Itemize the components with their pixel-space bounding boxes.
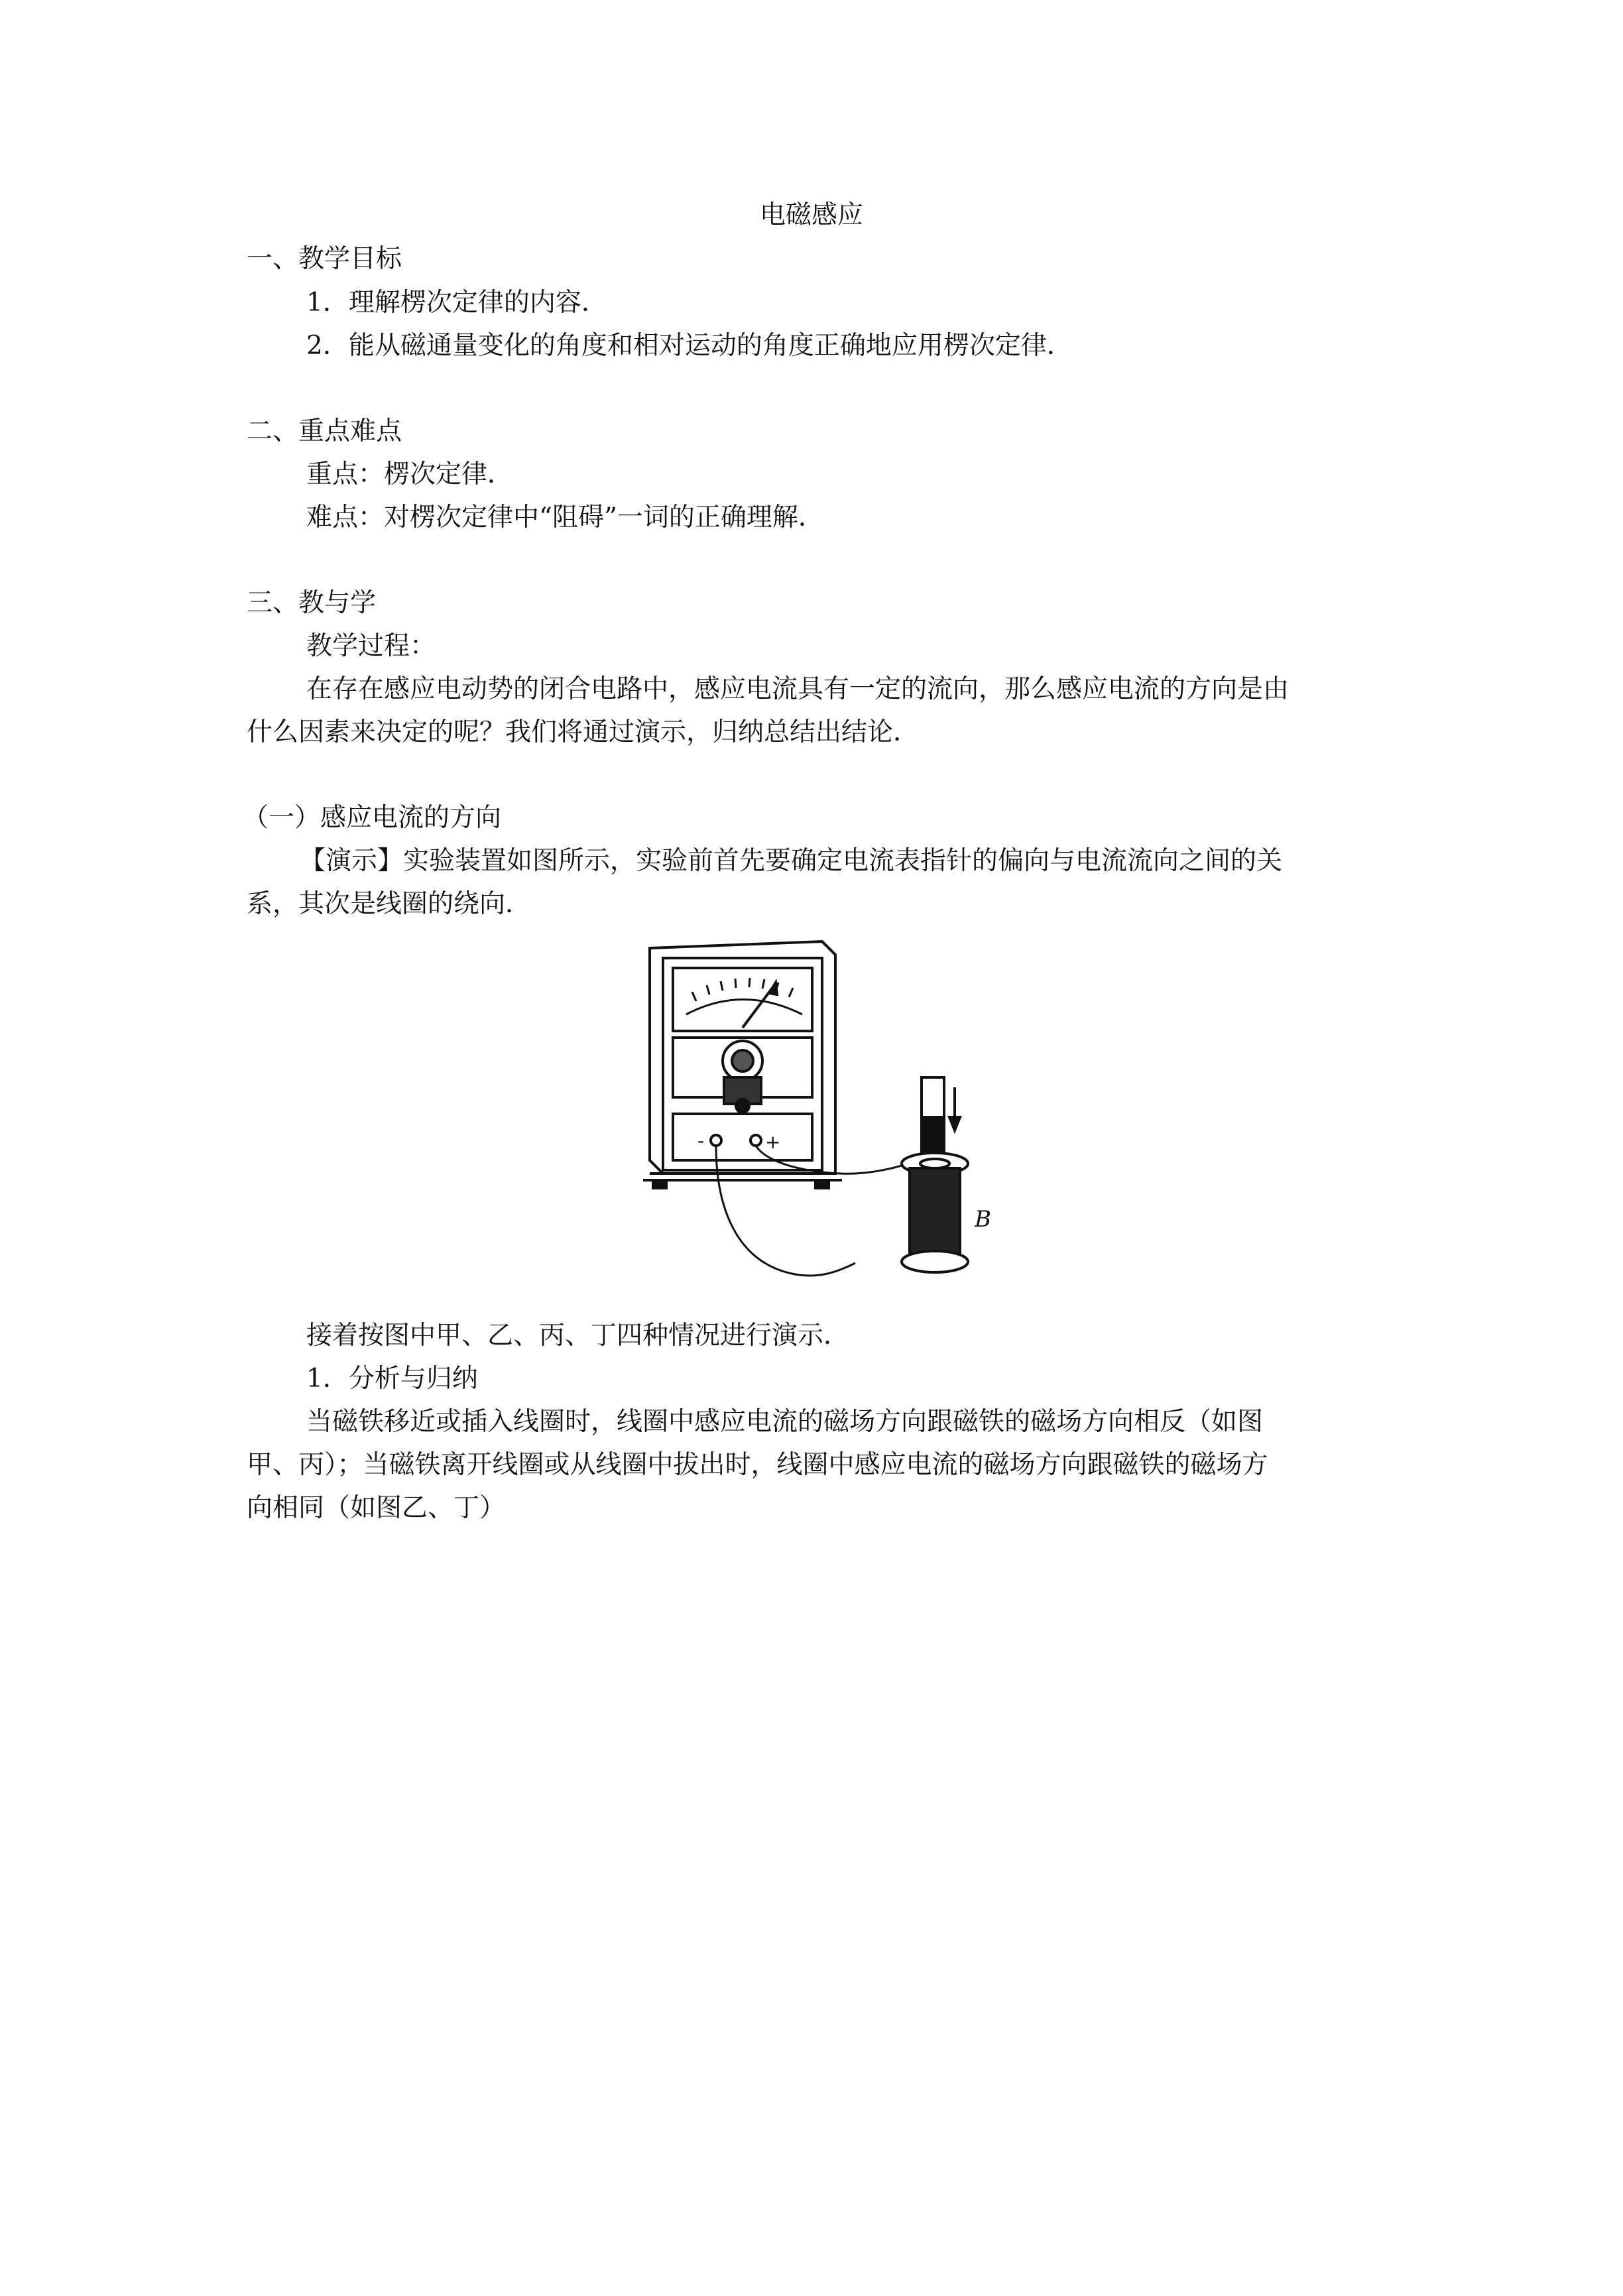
analysis-paragraph-line: 向相同（如图乙、丁） — [247, 1493, 506, 1523]
galvanometer-coil-figure — [636, 928, 1008, 1299]
analysis-heading: 1．分析与归纳 — [306, 1364, 478, 1394]
objective-item-1: 1．理解楞次定律的内容． — [306, 288, 607, 318]
section-heading-objectives: 一、教学目标 — [247, 244, 402, 274]
demo-paragraph-line: 【演示】实验装置如图所示，实验前首先要确定电流表指针的偏向与电流流向之间的关 — [300, 846, 1283, 876]
page-title: 电磁感应 — [759, 200, 863, 230]
terminal-minus-label: - — [697, 1130, 705, 1152]
analysis-paragraph-line: 当磁铁移近或插入线圈时，线圈中感应电流的磁场方向跟磁铁的磁场方向相反（如图 — [306, 1407, 1264, 1437]
section-heading-keypoints: 二、重点难点 — [247, 416, 402, 446]
paragraph-line: 接着按图中甲、乙、丙、丁四种情况进行演示． — [306, 1321, 850, 1351]
paragraph-line: 在存在感应电动势的闭合电路中，感应电流具有一定的流向，那么感应电流的方向是由 — [306, 674, 1290, 704]
coil — [902, 1153, 968, 1272]
difficulty-point: 难点：对楞次定律中“阻碍”一词的正确理解． — [306, 503, 824, 532]
key-point: 重点：楞次定律． — [306, 459, 514, 489]
terminal-plus-label: + — [765, 1131, 781, 1153]
section-heading-teaching: 三、教与学 — [247, 588, 377, 618]
teaching-process-label: 教学过程： — [306, 631, 436, 661]
magnet — [922, 1077, 944, 1157]
objective-item-2: 2．能从磁通量变化的角度和相对运动的角度正确地应用楞次定律． — [306, 331, 1073, 361]
analysis-paragraph-line: 甲、丙）；当磁铁离开线圈或从线圈中拔出时，线圈中感应电流的磁场方向跟磁铁的磁场方 — [247, 1450, 1268, 1480]
demo-paragraph-line: 系，其次是线圈的绕向． — [247, 889, 532, 919]
subsection-heading: （一）感应电流的方向 — [243, 803, 502, 833]
galvanometer — [643, 941, 842, 1188]
down-arrow-icon — [949, 1087, 960, 1130]
paragraph-line: 什么因素来决定的呢？我们将通过演示，归纳总结出结论． — [247, 717, 920, 747]
coil-label: B — [975, 1206, 991, 1233]
